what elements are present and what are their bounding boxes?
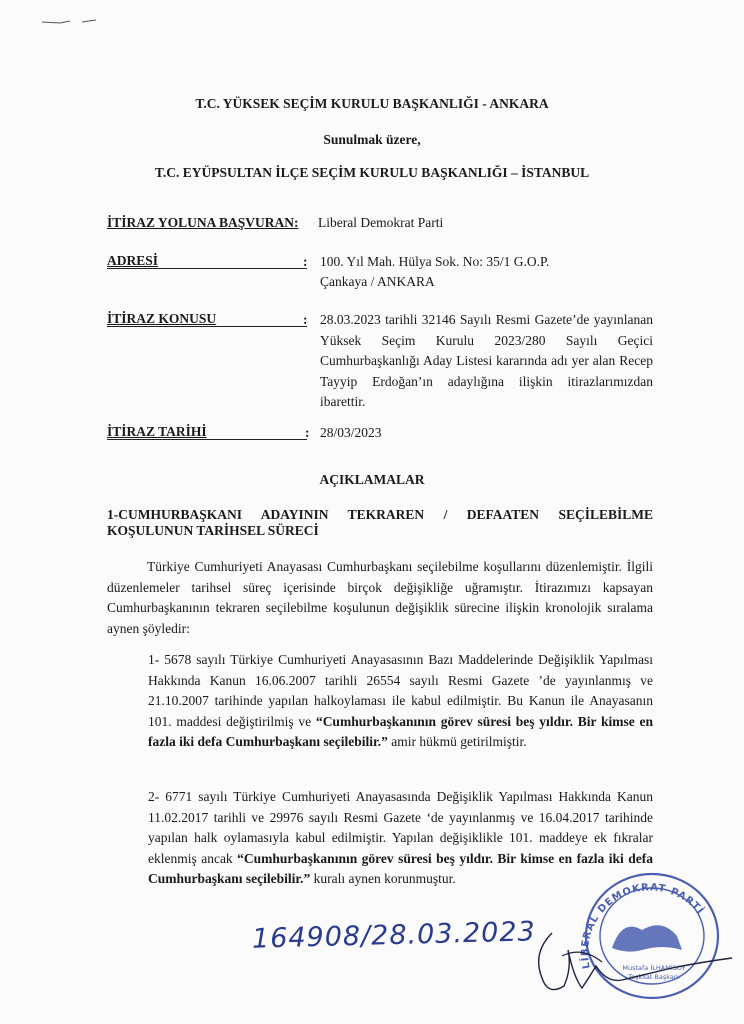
- item-1-text-a: 1- 5678 sayılı Türkiye Cumhuriyeti Anayasasının Bazı Maddelerinde Değişiklik Yapılması Hakkında Kanun 16.06.2007 tarihli 26554 sayılı Resmi Gazete ’de yayınlanmış ve 21.10.2007 tarihinde yapılan halkoylaması ile kabul edilmiştir. Bu Kanun ile Anayasanın 101. maddesi değiştirilmiş ve: [148, 652, 653, 729]
- subject-underline: [107, 326, 307, 327]
- address-line-2: Çankaya / ANKARA: [320, 274, 435, 289]
- date-value: 28/03/2023: [320, 425, 382, 440]
- party-stamp-icon: [512, 858, 737, 1008]
- stamp-inner-line-2: Teşkilat Başkanı: [628, 973, 680, 981]
- item-2-text-a: 2- 6771 sayılı Türkiye Cumhuriyeti Anayasasında Değişiklik Yapılması Hakkında Kanun 11.02.2017 tarihli ve 29976 sayılı Resmi Gazete ‘de yayınlanmış ve 16.04.2017 tarihinde yapılan halk oylamasıyla kabul edilmiştir. Yapılan değişiklikle 101. maddeye ek fıkralar eklenmiş ancak: [148, 789, 653, 866]
- explanations-heading: AÇIKLAMALAR: [319, 472, 425, 487]
- list-item-1: [148, 650, 653, 753]
- handwritten-registry-number: 164908/28.03.2023: [251, 916, 537, 955]
- addressee-line: T.C. YÜKSEK SEÇİM KURULU BAŞKANLIĞI - ANKARA: [195, 96, 549, 111]
- subject-label: İTİRAZ KONUSU: [107, 311, 217, 326]
- submitted-via-line: Sunulmak üzere,: [323, 132, 421, 147]
- svg-text:LİBERAL DEMOKRAT PARTİ: [577, 882, 708, 969]
- item-1-quote: “Cumhurbaşkanının görev süresi beş yıldır. Bir kimse en fazla iki defa Cumhurbaşkanı seçilebilir.”: [148, 713, 654, 749]
- address-underline: [107, 268, 307, 269]
- applicant-label: İTİRAZ YOLUNA BAŞVURAN:: [107, 215, 299, 230]
- item-2-quote: “Cumhurbaşkanının görev süresi beş yıldır. Bir kimse en fazla iki defa Cumhurbaşkanı seçilebilir.”: [148, 850, 653, 886]
- date-underline: [107, 439, 307, 440]
- subject-colon: :: [303, 312, 308, 327]
- stamp-arc-text: LİBERAL DEMOKRAT PARTİ: [579, 882, 706, 970]
- scan-mark: [40, 14, 100, 28]
- item-2-text-b: kuralı aynen korunmuştur.: [310, 871, 456, 886]
- address-label: ADRESİ: [107, 253, 159, 268]
- intro-paragraph: Türkiye Cumhuriyeti Anayasası Cumhurbaşkanı seçilebilme koşullarını düzenlemiştir. İlgili düzenlemeler tarihsel süreç içerisinde birçok değişikliğe uğramıştır. İtirazımızı kapsayan Cumhurbaşkanının tekraren seçilebilme koşulunun değişiklik sürecine ilişkin kronolojik sıralama aynen şöyledir:: [107, 559, 653, 636]
- date-label: İTİRAZ TARİHİ: [107, 424, 207, 439]
- stamp-inner-line-1: Mustafa İLHAMİSOY: [622, 964, 686, 972]
- address-colon: :: [303, 254, 308, 269]
- district-board-line: T.C. EYÜPSULTAN İLÇE SEÇİM KURULU BAŞKANLIĞI – İSTANBUL: [154, 165, 590, 180]
- section-1-heading: 1-CUMHURBAŞKANI ADAYININ TEKRAREN / DEFAATEN SEÇİLEBİLME KOŞULUNUN TARİHSEL SÜRECİ: [107, 507, 653, 538]
- subject-value: 28.03.2023 tarihli 32146 Sayılı Resmi Gazete’de yayınlanan Yüksek Seçim Kurulu 2023/280 Sayılı Geçici Cumhurbaşkanlığı Aday Listesi kararında adı yer alan Recep Tayyip Erdoğan’ın adaylığına ilişkin itirazlarımızdan ibarettir.: [320, 312, 653, 409]
- item-1-text-b: amir hükmü getirilmiştir.: [387, 734, 527, 749]
- applicant-value: Liberal Demokrat Parti: [318, 215, 444, 230]
- address-line-1: 100. Yıl Mah. Hülya Sok. No: 35/1 G.O.P.: [320, 254, 550, 269]
- date-colon: :: [305, 425, 310, 440]
